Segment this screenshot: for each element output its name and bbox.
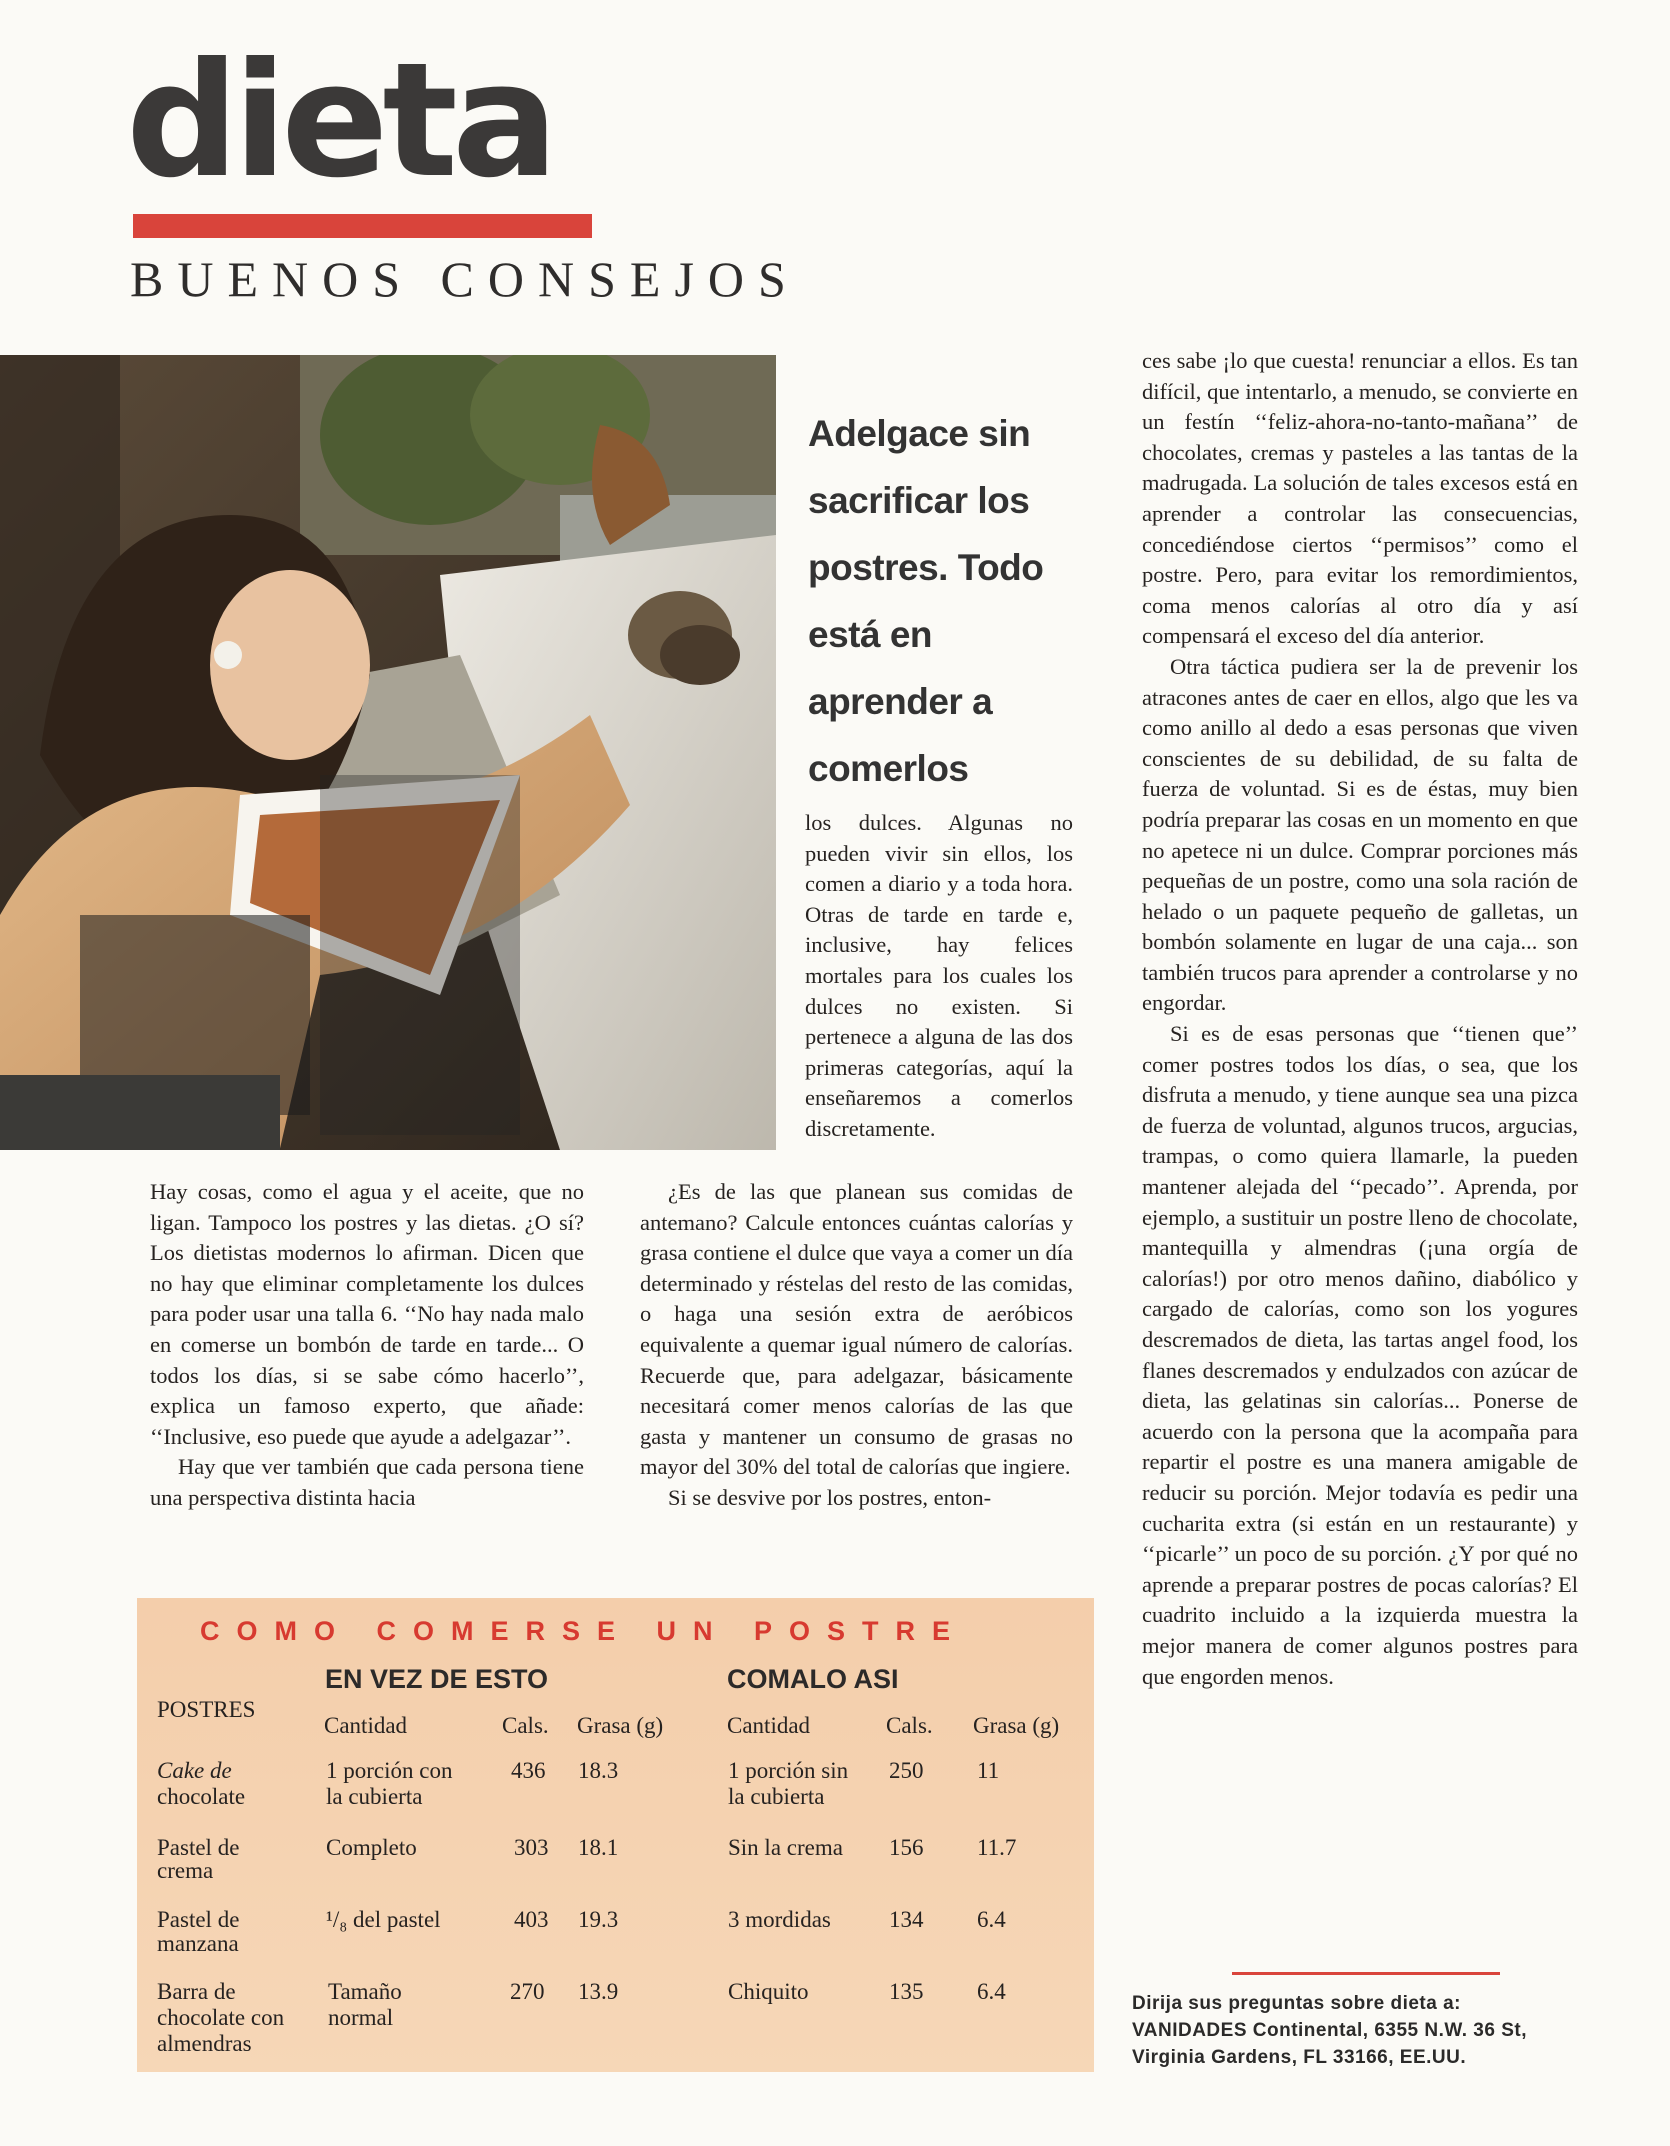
- masthead-title: dieta: [126, 29, 553, 213]
- table-row-4-alt-cals: 135: [889, 1979, 924, 2004]
- table-row-2-fat: 18.1: [578, 1835, 619, 1860]
- paragraph: los dulces. Algunas no pueden vivir sin ellos, los comen a diario y a toda hora. Otras de tarde en tarde e, inclusive, hay felices mortales para los cuales los dulces no existen. Si pertenece a alguna de las dos primeras categorías, aquí la enseñaremos a comerlos discretamente.: [805, 810, 1073, 1141]
- table-row-2-alt-fat: 11.7: [977, 1835, 1017, 1860]
- paragraph: ces sabe ¡lo que cuesta! renunciar a ellos. Es tan difícil, que intentarlo, a menudo, se convierte en un festín ‘‘feliz-ahora-no-tanto-mañana’’ de chocolates, cremas y pasteles a las tantas de la madrugada. La solución de tales excesos está en aprender a controlar las consecuencias, concediéndose ciertos ‘‘permisos’’ como el postre. Pero, para evitar los remordimientos, coma menos calorías al otro día y así compensará el exceso del día anterior.: [1142, 348, 1578, 649]
- article-column-right: [1142, 346, 1578, 1692]
- table-row-4-name-3: almendras: [157, 2031, 252, 2056]
- table-row-4-alt-fat: 6.4: [977, 1979, 1006, 2004]
- paragraph: ¿Es de las que planean sus comidas de antemano? Calcule entonces cuántas calorías y grasa contiene el dulce que vaya a comer un día determinado y réstelas del resto de las comidas, o haga una sesión extra de aeróbicos equivalente a quemar igual número de calorías. Recuerde que, para adelgazar, básicamente necesitará comer menos calorías de las que gasta y mantener un consumo de grasas no mayor del 30% del total de calorías que ingiere.: [640, 1179, 1073, 1480]
- article-photo: [0, 355, 776, 1150]
- table-row-1-qty: 1 porción con: [326, 1758, 453, 1783]
- table-row-4-name: Barra de: [157, 1979, 236, 2004]
- table-title: COMO COMERSE UN POSTRE: [200, 1616, 968, 1646]
- masthead-subtitle: BUENOS CONSEJOS: [130, 251, 800, 307]
- article-column-mid: [640, 1177, 1073, 1514]
- table-row-3-name-2: manzana: [157, 1931, 239, 1956]
- paragraph: Hay que ver también que cada persona tiene una perspectiva distinta hacia: [150, 1454, 584, 1510]
- table-header-cals-alt: Cals.: [886, 1713, 933, 1738]
- table-row-2-alt: Sin la crema: [728, 1835, 843, 1860]
- table-row-2-cals: 303: [514, 1835, 549, 1860]
- article-column-left: [150, 1177, 584, 1514]
- photo-woman-eating-dessert: [0, 355, 776, 1150]
- article-headline: Adelgace sin sacrificar los postres. Todo está en aprender a comerlos: [808, 413, 1044, 789]
- table-row-1-cals: 436: [511, 1758, 546, 1783]
- masthead-rule: [133, 214, 592, 238]
- table-row-4-name-2: chocolate con: [157, 2005, 285, 2030]
- table-row-1-alt: 1 porción sin: [728, 1758, 849, 1783]
- paragraph: Hay cosas, como el agua y el aceite, que no ligan. Tampoco los postres y las dietas. ¿O sí? Los dietistas modernos lo afirman. Dicen que no hay que eliminar completamente los dulces para poder usar una talla 6. ‘‘No hay nada malo en comerse un bombón de tarde en tarde... O todos los días, si se sabe cómo hacerlo’’, explica un famoso experto, que añade: ‘‘Inclusive, eso puede que ayude a adelgazar’’.: [150, 1179, 584, 1449]
- table-header-grasa: Grasa (g): [577, 1713, 664, 1738]
- table-row-4-alt: Chiquito: [728, 1979, 809, 2004]
- table-row-4-qty-2: normal: [328, 2005, 394, 2030]
- footer-line: Dirija sus preguntas sobre dieta a:: [1132, 1993, 1461, 2014]
- paragraph: Si es de esas personas que ‘‘tienen que’’ comer postres todos los días, o sea, que los disfruta a menudo, y tiene aunque sea una pizca de fuerza de voluntad, algunos trucos, argucias, trampas, o como quiera llamarle, la pueden mantener alejada del ‘‘pecado’’. Aprenda, por ejemplo, a sustituir un postre lleno de chocolate, mantequilla y almendras (¡una orgía de calorías!) por otro menos dañino, diabólico y cargado de calorías, como son los yogures descremados de dieta, las tartas angel food, los flanes descremados y endulzados con azúcar de dieta, las gelatinas sin calorías... Ponerse de acuerdo con la persona que la acompaña para repartir el postre es una manera amigable de reducir su porción. Mejor todavía es pedir una cucharita extra (si están en un restaurante) y ‘‘picarle’’ un poco de su porción. ¿Y por qué no aprende a preparar postres de pocas calorías? El cuadrito incluido a la izquierda muestra la mejor manera de comer algunos postres para que engorden menos.: [1142, 1021, 1578, 1689]
- table-row-3-cals: 403: [514, 1907, 549, 1932]
- paragraph: Otra táctica pudiera ser la de prevenir los atracones antes de caer en ellos, algo que les va como anillo al dedo a esas personas que viven conscientes de su debilidad, de su falta de fuerza de voluntad. Si es de éstas, muy bien podría preparar las cosas en un momento en que no apetece ni un dulce. Comprar porciones más pequeñas de un postre, como una sola ración de helado o un paquete pequeño de galletas, un bombón solamente en lugar de una caja... son también trucos para aprender a controlarse y no engordar.: [1142, 653, 1578, 1016]
- table-row-1-qty-2: la cubierta: [326, 1784, 423, 1809]
- table-row-2-name-2: crema: [157, 1858, 214, 1883]
- table-row-1-name-2: chocolate: [157, 1784, 246, 1809]
- table-row-3-alt-cals: 134: [889, 1907, 924, 1932]
- table-header-postres: POSTRES: [157, 1697, 256, 1722]
- table-row-1-alt-2: la cubierta: [728, 1784, 825, 1809]
- article-column-mid-top: [805, 808, 1073, 1145]
- table-row-3-alt-fat: 6.4: [977, 1907, 1006, 1932]
- table-header-cantidad: Cantidad: [324, 1713, 408, 1738]
- footer-rule: [1232, 1972, 1500, 1975]
- table-header-grasa-alt: Grasa (g): [973, 1713, 1060, 1738]
- table-header-cantidad-alt: Cantidad: [727, 1713, 811, 1738]
- table-row-2-alt-cals: 156: [889, 1835, 924, 1860]
- table-row-4-qty: Tamaño: [328, 1979, 402, 2004]
- table-row-2-qty: Completo: [326, 1835, 417, 1860]
- footer-line: Virginia Gardens, FL 33166, EE.UU.: [1132, 2047, 1467, 2068]
- table-row-1-fat: 18.3: [578, 1758, 619, 1783]
- table-row-4-cals: 270: [510, 1979, 545, 2004]
- table-header-cals: Cals.: [502, 1713, 549, 1738]
- table-group-eat: COMALO ASI: [727, 1664, 899, 1694]
- table-row-4-fat: 13.9: [578, 1979, 619, 2004]
- table-row-3-name: Pastel de: [157, 1907, 240, 1932]
- contact-footer: [1132, 1990, 1622, 2071]
- table-row-1-alt-fat: 11: [977, 1758, 1000, 1783]
- table-row-1-alt-cals: 250: [889, 1758, 924, 1783]
- paragraph: Si se desvive por los postres, enton-: [668, 1484, 992, 1510]
- table-row-3-alt: 3 mordidas: [728, 1907, 831, 1932]
- table-group-instead: EN VEZ DE ESTO: [325, 1664, 549, 1694]
- footer-line: VANIDADES Continental, 6355 N.W. 36 St,: [1132, 2020, 1528, 2041]
- table-row-1-name: Cake de: [157, 1758, 232, 1783]
- table-row-2-name: Pastel de: [157, 1835, 240, 1860]
- table-row-3-fat: 19.3: [578, 1907, 619, 1932]
- table-row-3-qty: ¹/₈ del pastel: [326, 1907, 441, 1932]
